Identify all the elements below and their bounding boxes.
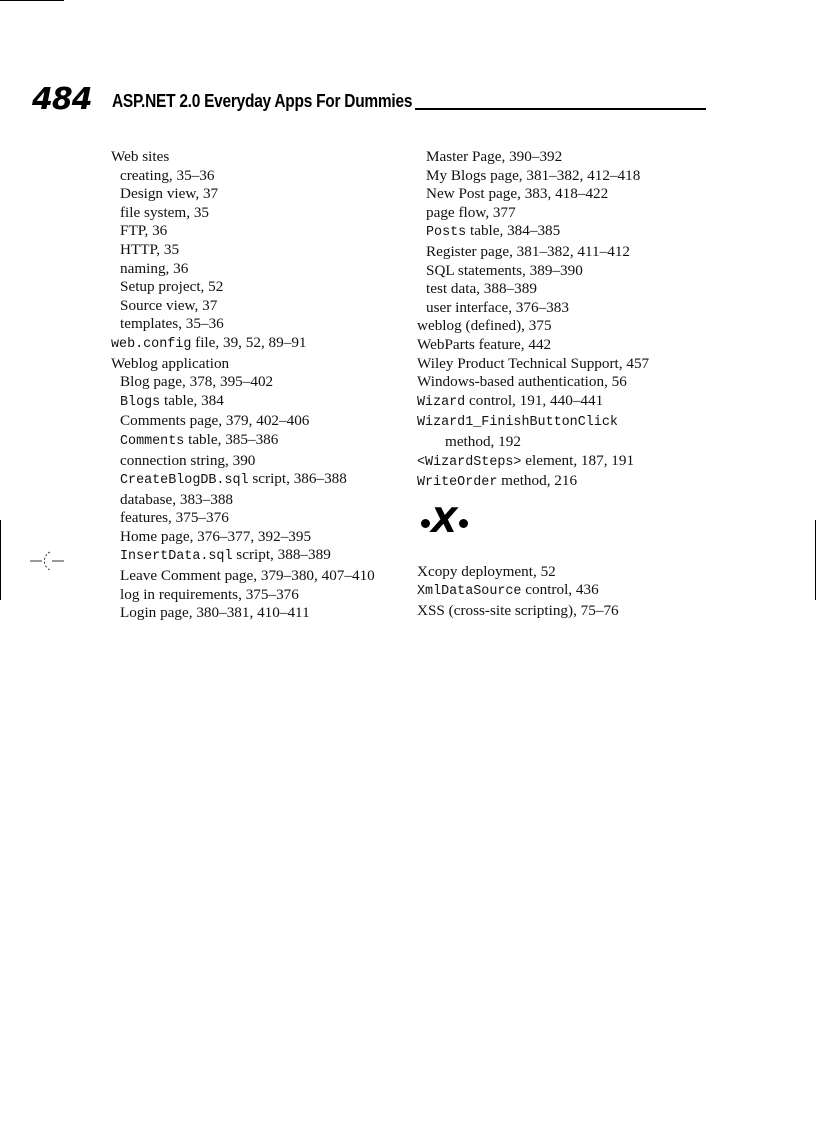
entry-text: Home page, 376–377, 392–395 [120, 527, 312, 545]
page-header [32, 84, 706, 116]
index-entry [417, 472, 717, 493]
entry-text: Leave Comment page, 379–380, 407–410 [120, 567, 375, 585]
index-column-right [417, 148, 717, 620]
header-rule [415, 108, 706, 110]
index-entry [111, 148, 411, 167]
entry-text: method, 192 [445, 432, 521, 450]
entry-text: Source view, 37 [120, 296, 218, 314]
entry-text: naming, 36 [120, 259, 189, 277]
index-entry [417, 243, 717, 262]
code-term: XmlDataSource [417, 584, 522, 600]
index-entry [111, 222, 411, 241]
index-entry [417, 433, 717, 452]
index-entries [417, 148, 717, 493]
index-entry [417, 373, 717, 392]
index-entry [111, 297, 411, 316]
section-letter: X [431, 500, 458, 541]
entry-text: script, 386–388 [248, 470, 347, 488]
entry-text: Master Page, 390–392 [426, 148, 563, 165]
entry-text: control, 436 [521, 581, 599, 599]
entry-text: table, 385–386 [184, 430, 279, 448]
entry-text: FTP, 36 [120, 222, 168, 240]
entry-text: database, 383–388 [120, 490, 234, 508]
entry-text: file system, 35 [120, 203, 210, 221]
entry-text: XSS (cross-site scripting), 75–76 [417, 601, 619, 619]
index-entry [111, 452, 411, 471]
index-entry [111, 528, 411, 547]
index-entry [111, 167, 411, 186]
index-entry [111, 586, 411, 605]
index-entry [111, 278, 411, 297]
index-entry [111, 392, 411, 413]
book-title: ASP.NET 2.0 Everyday Apps For Dummies [112, 91, 413, 111]
entry-text: Comments page, 379, 402–406 [120, 412, 310, 430]
entry-text: Setup project, 52 [120, 278, 224, 296]
entry-text: Xcopy deployment, 52 [417, 562, 556, 580]
index-entry [417, 185, 717, 204]
entry-text: Windows-based authentication, 56 [417, 373, 627, 391]
index-entry [417, 262, 717, 281]
bullet-icon [421, 519, 430, 528]
code-term: WriteOrder [417, 475, 498, 491]
registration-mark-icon [30, 548, 64, 574]
index-entry [111, 491, 411, 510]
entry-text: weblog (defined), 375 [417, 317, 552, 335]
entry-text: method, 216 [497, 472, 578, 490]
index-entry [417, 581, 717, 602]
index-entry [417, 602, 717, 621]
code-term: Blogs [120, 394, 161, 410]
code-term: Comments [120, 433, 185, 449]
index-entry [111, 470, 411, 491]
index-entry [417, 336, 717, 355]
entry-text: Register page, 381–382, 411–412 [426, 242, 631, 260]
entry-text: SQL statements, 389–390 [426, 261, 583, 279]
code-term: Wizard [417, 394, 466, 410]
bullet-icon [459, 519, 468, 528]
entry-text: connection string, 390 [120, 451, 256, 469]
code-term: web.config [111, 336, 192, 352]
index-entry [417, 280, 717, 299]
index-entries [111, 148, 411, 623]
index-entry [111, 546, 411, 567]
entry-text: Design view, 37 [120, 185, 219, 203]
index-entry [417, 563, 717, 582]
entry-text: WebParts feature, 442 [417, 335, 552, 353]
page-number: 484 [32, 82, 92, 117]
index-entry [417, 222, 717, 243]
entry-text: Blog page, 378, 395–402 [120, 373, 274, 391]
index-entry [111, 355, 411, 374]
index-entry [111, 204, 411, 223]
index-entry [111, 241, 411, 260]
code-term: Posts [426, 225, 467, 241]
index-entry [417, 204, 717, 223]
entry-text: Wiley Product Technical Support, 457 [417, 354, 650, 372]
entry-text: HTTP, 35 [120, 240, 180, 258]
entry-text: table, 384–385 [466, 222, 561, 240]
entry-text: log in requirements, 375–376 [120, 585, 299, 603]
index-entry [417, 412, 717, 433]
index-entries [417, 563, 717, 621]
entry-text: file, 39, 52, 89–91 [191, 333, 307, 351]
entry-text: New Post page, 383, 418–422 [426, 185, 609, 203]
entry-text: script, 388–389 [232, 546, 331, 564]
index-entry [417, 148, 717, 167]
index-entry [417, 299, 717, 318]
index-entry [111, 334, 411, 355]
code-term: CreateBlogDB.sql [120, 473, 249, 489]
index-entry [417, 317, 717, 336]
index-entry [417, 167, 717, 186]
entry-text: Weblog application [111, 354, 230, 372]
index-entry [111, 509, 411, 528]
index-entry [111, 567, 411, 586]
entry-text: element, 187, 191 [521, 451, 635, 469]
entry-text: My Blogs page, 381–382, 412–418 [426, 166, 641, 184]
code-term: InsertData.sql [120, 549, 233, 565]
crop-mark-top [0, 0, 64, 1]
index-entry [111, 185, 411, 204]
index-entry [111, 315, 411, 334]
index-entry [111, 373, 411, 392]
crop-mark-left [0, 520, 1, 600]
entry-text: test data, 388–389 [426, 280, 537, 298]
entry-text: creating, 35–36 [120, 166, 215, 184]
index-column-left [111, 148, 411, 623]
index-entry [111, 604, 411, 623]
entry-text: page flow, 377 [426, 203, 516, 221]
index-entry [111, 431, 411, 452]
entry-text: templates, 35–36 [120, 315, 224, 333]
entry-text: control, 191, 440–441 [465, 391, 604, 409]
index-entry [417, 355, 717, 374]
index-entry [417, 452, 717, 473]
entry-text: Web sites [111, 148, 170, 165]
entry-text: features, 375–376 [120, 509, 229, 527]
entry-text: table, 384 [160, 391, 224, 409]
index-entry [417, 392, 717, 413]
entry-text: Login page, 380–381, 410–411 [120, 604, 310, 622]
code-term: <WizardSteps> [417, 454, 522, 470]
section-heading [417, 499, 717, 547]
index-entry [111, 412, 411, 431]
index-entry [111, 260, 411, 279]
code-term: Wizard1_FinishButtonClick [417, 415, 618, 431]
entry-text: user interface, 376–383 [426, 298, 569, 316]
